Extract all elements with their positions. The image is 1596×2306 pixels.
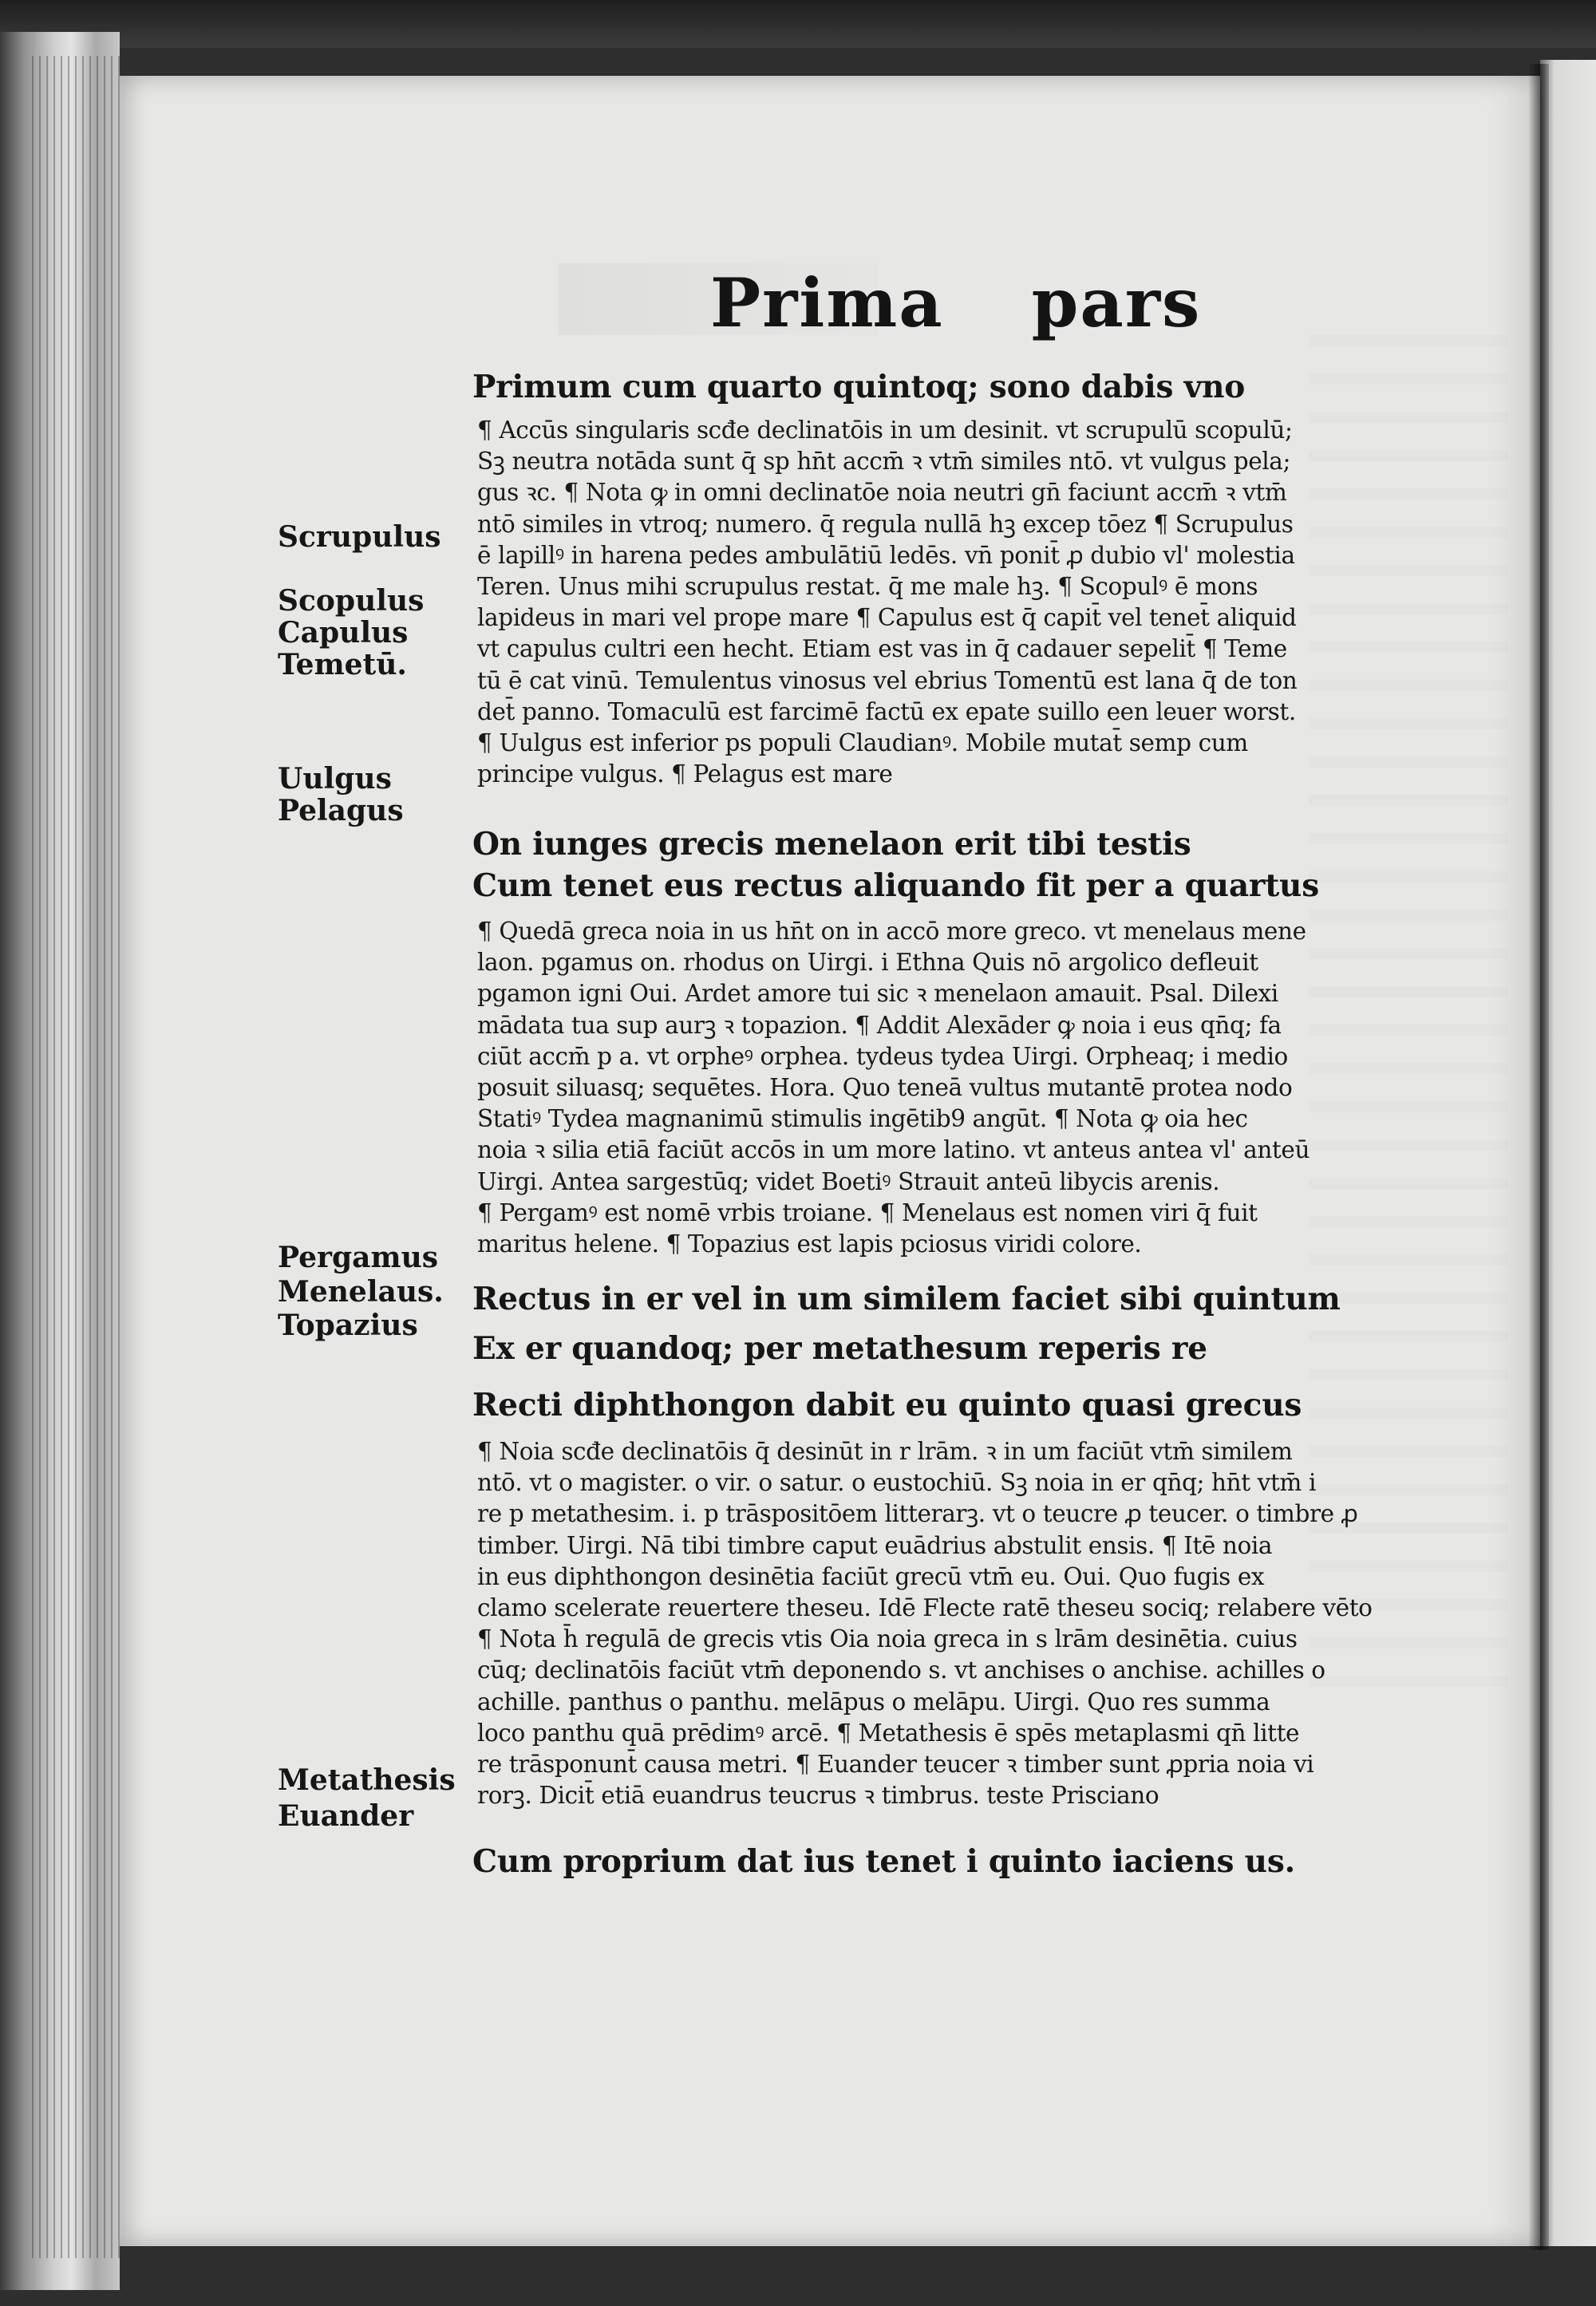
- marginal-gloss: Euander: [278, 1799, 414, 1833]
- marginal-gloss: Temetū.: [278, 648, 407, 681]
- commentary-block: [477, 916, 1310, 1260]
- commentary-line: mādata tua sup aurꝫ ꝛ topazion. ¶ Addit Alexāder ꝙ noia i eus qn̄q; fa: [477, 1011, 1282, 1039]
- commentary-line: ¶ Uulgus est inferior ps populi Claudianꝰ. Mobile mutat̄ semp cum: [477, 729, 1248, 756]
- background-top: [0, 0, 1596, 48]
- commentary-line: posuit siluasq; sequētes. Hora. Quo teneā vultus mutantē protea nodo: [477, 1073, 1293, 1101]
- marginal-gloss: Menelaus.: [278, 1275, 444, 1309]
- marginal-gloss: Capulus: [278, 616, 409, 650]
- commentary-line: Statiꝰ Tydea magnanimū stimulis ingētib9 angūt. ¶ Nota ꝙ oia hec: [477, 1105, 1248, 1133]
- verse-line: Rectus in er vel in um similem faciet sibi quintum: [472, 1281, 1341, 1317]
- commentary-line: ¶ Pergamꝰ est nomē vrbis troiane. ¶ Menelaus est nomen viri q̄ fuit: [477, 1198, 1258, 1226]
- commentary-line: cūq; declinatōis faciūt vtm̄ deponendo s. vt anchises o anchise. achilles o: [477, 1656, 1325, 1684]
- commentary-line: maritus helene. ¶ Topazius est lapis pciosus viridi colore.: [477, 1230, 1142, 1258]
- commentary-line: ciūt accm̄ p a. vt orpheꝰ orphea. tydeus tydea Uirgi. Orpheaq; i medio: [477, 1042, 1288, 1070]
- commentary-line: pgamon igni Oui. Ardet amore tui sic ꝛ menelaon amauit. Psal. Dilexi: [477, 980, 1278, 1008]
- commentary-line: Uirgi. Antea sargestūq; videt Boetiꝰ Strauit anteū libycis arenis.: [477, 1167, 1220, 1195]
- book-page-edge-lines: [32, 56, 120, 2258]
- marginal-gloss: Pelagus: [278, 794, 404, 827]
- verse-line: Cum tenet eus rectus aliquando fit per a quartus: [472, 867, 1319, 904]
- verse-line: On iunges grecis menelaon erit tibi testis: [472, 826, 1191, 863]
- commentary-line: ¶ Quedā greca noia in us hn̄t on in accō more greco. vt menelaus mene: [477, 918, 1306, 945]
- marginal-gloss: Pergamus: [278, 1241, 439, 1274]
- commentary-line: clamo scelerate reuertere theseu. Idē Flecte ratē theseu sociq; relabere vēto: [477, 1593, 1373, 1621]
- verse-line: Primum cum quarto quintoq; sono dabis vno: [472, 369, 1246, 405]
- running-title-left: Prima: [710, 263, 944, 342]
- commentary-line: ¶ Noia scđe declinatōis q̄ desinūt in r lrām. ꝛ in um faciūt vtm̄ similem: [477, 1438, 1293, 1465]
- marginal-gloss: Uulgus: [278, 762, 392, 796]
- marginal-gloss: Metathesis: [278, 1763, 456, 1797]
- commentary-line: ntō. vt o magister. o vir. o satur. o eustochiū. Sꝫ noia in er qn̄q; hn̄t vtm̄ i: [477, 1469, 1316, 1497]
- commentary-line: tū ē cat vinū. Temulentus vinosus vel ebrius Tomentū est lana q̄ de ton: [477, 666, 1298, 694]
- verse-line: Ex er quandoq; per metathesum reperis re: [472, 1330, 1207, 1367]
- commentary-line: achille. panthus o panthu. melāpus o melāpu. Uirgi. Quo res summa: [477, 1688, 1270, 1716]
- verse-line: Cum proprium dat ius tenet i quinto iaciens us.: [472, 1843, 1295, 1880]
- commentary-line: lapideus in mari vel prope mare ¶ Capulus est q̄ capit̄ vel tenet̄ aliquid: [477, 604, 1297, 632]
- commentary-block: [477, 1436, 1373, 1811]
- commentary-line: principe vulgus. ¶ Pelagus est mare: [477, 760, 893, 788]
- marginal-gloss: Scopulus: [278, 584, 425, 618]
- commentary-line: laon. pgamus on. rhodus on Uirgi. i Ethna Quis nō argolico defleuit: [477, 949, 1258, 977]
- commentary-line: Sꝫ neutra notāda sunt q̄ sp hn̄t accm̄ ꝛ vtm̄ similes ntō. vt vulgus pela;: [477, 448, 1291, 476]
- commentary-line: Teren. Unus mihi scrupulus restat. q̄ me male hꝫ. ¶ Scopulꝰ ē mons: [477, 572, 1258, 600]
- marginal-gloss: Topazius: [278, 1309, 418, 1342]
- commentary-line: loco panthu quā prēdimꝰ arcē. ¶ Metathesis ē spēs metaplasmi qn̄ litte: [477, 1719, 1300, 1747]
- commentary-line: timber. Uirgi. Nā tibi timbre caput euādrius abstulit ensis. ¶ Itē noia: [477, 1531, 1273, 1559]
- marginal-gloss: Scrupulus: [278, 520, 441, 554]
- commentary-line: ē lapillꝰ in harena pedes ambulātiū ledēs. vn̄ ponit̄ ꝓ dubio vl' molestia: [477, 541, 1295, 569]
- verse-line: Recti diphthongon dabit eu quinto quasi grecus: [472, 1387, 1302, 1423]
- commentary-line: rorꝫ. Dicit̄ etiā euandrus teucrus ꝛ timbrus. teste Prisciano: [477, 1782, 1159, 1810]
- commentary-line: re trāsponunt̄ causa metri. ¶ Euander teucer ꝛ timber sunt ꝓpria noia vi: [477, 1750, 1314, 1778]
- commentary-line: vt capulus cultri een hecht. Etiam est vas in q̄ cadauer sepelit̄ ¶ Teme: [477, 635, 1287, 663]
- commentary-line: ¶ Nota h̄ regulā de grecis vtis Oia noia greca in s lrām desinētia. cuius: [477, 1625, 1298, 1653]
- running-title-right: pars: [1031, 263, 1202, 342]
- commentary-line: gus ꝛc. ¶ Nota ꝙ in omni declinatōe noia neutri gn̄ faciunt accm̄ ꝛ vtm̄: [477, 479, 1287, 507]
- commentary-line: re p metathesim. i. p trāspositōem litterarꝫ. vt o teucre ꝓ teucer. o timbre ꝓ: [477, 1500, 1358, 1528]
- commentary-block: [477, 415, 1297, 790]
- book-gutter: [1528, 64, 1549, 2250]
- commentary-line: det̄ panno. Tomaculū est farcimē factū ex epate suillo een leuer worst.: [477, 697, 1296, 725]
- commentary-line: in eus diphthongon desinētia faciūt grecū vtm̄ eu. Oui. Quo fugis ex: [477, 1562, 1265, 1590]
- commentary-line: noia ꝛ silia etiā faciūt accōs in um more latino. vt anteus antea vl' anteū: [477, 1136, 1310, 1164]
- commentary-line: ntō similes in vtroq; numero. q̄ regula nullā hꝫ excep tōez ¶ Scrupulus: [477, 510, 1294, 538]
- running-title: [710, 263, 1201, 342]
- commentary-line: ¶ Accūs singularis scđe declinatōis in um desinit. vt scrupulū scopulū;: [477, 417, 1293, 444]
